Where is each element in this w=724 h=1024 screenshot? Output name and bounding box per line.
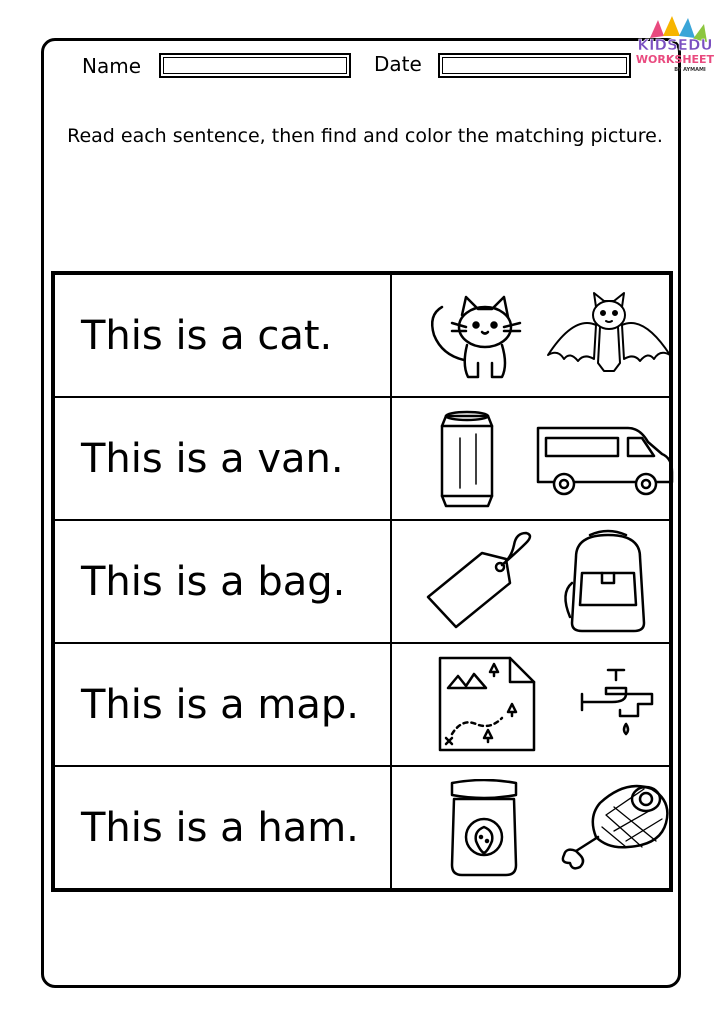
sentence-ham: This is a ham.: [53, 766, 391, 890]
tap-icon[interactable]: [578, 664, 658, 744]
sentence-cat: This is a cat.: [53, 273, 391, 397]
table-row: [53, 766, 671, 890]
soda-can-icon[interactable]: [432, 408, 502, 514]
sentence-bag: This is a bag.: [53, 520, 391, 643]
name-label: Name: [82, 54, 142, 78]
jam-jar-icon[interactable]: [444, 779, 524, 879]
table-row: [53, 643, 671, 766]
picture-cell: [391, 520, 671, 643]
logo-text-byline: BY AYMAMI: [674, 67, 706, 73]
name-field[interactable]: [159, 53, 351, 78]
backpack-icon[interactable]: [556, 527, 660, 637]
bat-icon[interactable]: [544, 285, 674, 385]
ham-icon[interactable]: [556, 775, 676, 873]
sentence-picture-table: [51, 271, 673, 892]
table-row: [53, 397, 671, 520]
table-row: [53, 520, 671, 643]
logo-text-kidsedu: KIDSEDU: [637, 36, 713, 54]
cat-icon[interactable]: [422, 285, 532, 385]
map-icon[interactable]: [436, 654, 538, 754]
kidsedu-logo: [630, 8, 720, 78]
table-row: [53, 273, 671, 397]
sentence-van: This is a van.: [53, 397, 391, 520]
tag-icon[interactable]: [422, 531, 538, 631]
date-field[interactable]: [438, 53, 631, 78]
date-label: Date: [374, 52, 422, 76]
logo-text-worksheet: WORKSHEET: [635, 53, 715, 66]
van-icon[interactable]: [532, 418, 678, 498]
sentence-map: This is a map.: [53, 643, 391, 766]
picture-cell: [391, 766, 671, 890]
instructions: Read each sentence, then find and color the matching picture.: [67, 125, 663, 147]
picture-cell: [391, 397, 671, 520]
picture-cell: [391, 273, 671, 397]
picture-cell: [391, 643, 671, 766]
